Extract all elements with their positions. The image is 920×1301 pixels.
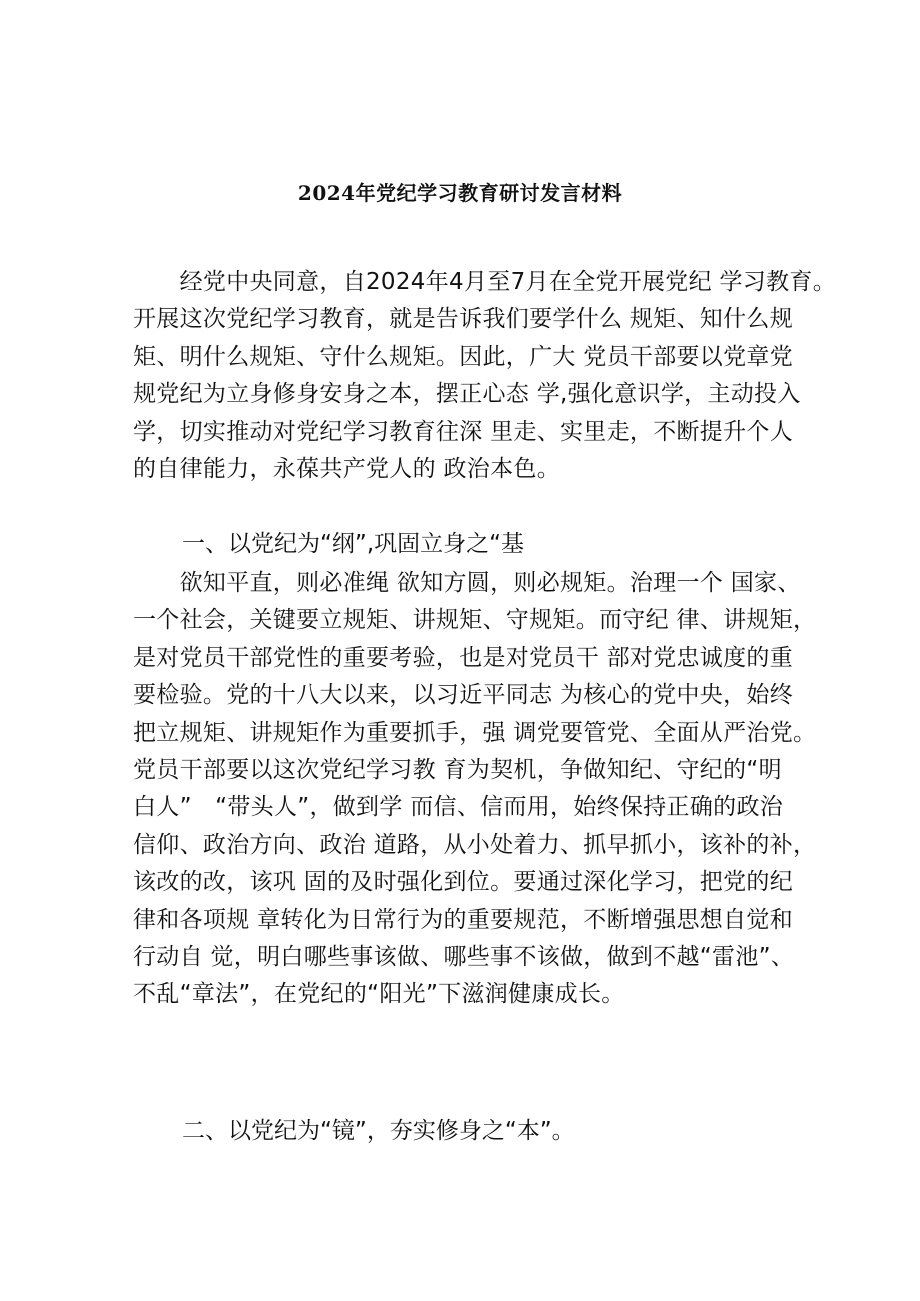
paragraph-line: 是对党员干部党性的重要考验，也是对党员干 部对党忠诚度的重: [133, 644, 794, 671]
paragraph-line: 一个社会，关键要立规矩、讲规矩、守规矩。而守纪 律、讲规矩，: [133, 607, 817, 634]
paragraph-line: 经党中央同意，自2024年4月至7月在全党开展党纪 学习教育。: [133, 269, 837, 295]
section-1-paragraph: [133, 565, 817, 1014]
paragraph-line: 开展这次党纪学习教育，就是告诉我们要学什么 规矩、知什么规: [133, 306, 794, 333]
paragraph-line: 矩、明什么规矩、守什么规矩。因此，广大 党员干部要以党章党: [133, 343, 794, 370]
section-heading-1: 一、以党纪为“纲”,巩固立身之“基: [182, 531, 525, 557]
paragraph-line: 的自律能力，永葆共产党人的 政治本色。: [133, 456, 561, 483]
paragraph-line: 信仰、政治方向、政治 道路，从小处着力、抓早抓小，该补的补，: [133, 831, 817, 858]
paragraph-line: 行动自 觉，明白哪些事该做、哪些事不该做，做到不越“雷池”、: [133, 944, 795, 971]
paragraph-line: 规党纪为立身修身安身之本，摆正心态 学,强化意识学，主动投入: [133, 381, 801, 408]
document-title: 2024年党纪学习教育研讨发言材料: [297, 181, 623, 205]
intro-paragraph: [133, 264, 837, 488]
paragraph-line: 白人” “带头人”，做到学 而信、信而用，始终保持正确的政治: [133, 794, 784, 821]
paragraph-line: 党员干部要以这次党纪学习教 育为契机，争做知纪、守纪的“明: [133, 757, 782, 784]
paragraph-line: 该改的改，该巩 固的及时强化到位。要通过深化学习，把党的纪: [133, 869, 794, 896]
paragraph-line: 学，切实推动对党纪学习教育往深 里走、实里走，不断提升个人: [133, 418, 794, 445]
paragraph-line: 把立规矩、讲规矩作为重要抓手，强 调党要管党、全面从严治党。: [133, 719, 817, 746]
paragraph-line: 不乱“章法”，在党纪的“阳光”下滋润健康成长。: [133, 981, 625, 1008]
paragraph-line: 欲知平直，则必准绳 欲知方圆，则必规矩。治理一个 国家、: [133, 570, 801, 596]
paragraph-line: 要检验。党的十八大以来，以习近平同志 为核心的党中央，始终: [133, 682, 794, 709]
section-heading-2: 二、以党纪为“镜”，夯实修身之“本”。: [182, 1118, 575, 1144]
paragraph-line: 律和各项规 章转化为日常行为的重要规范，不断增强思想自觉和: [133, 906, 794, 933]
